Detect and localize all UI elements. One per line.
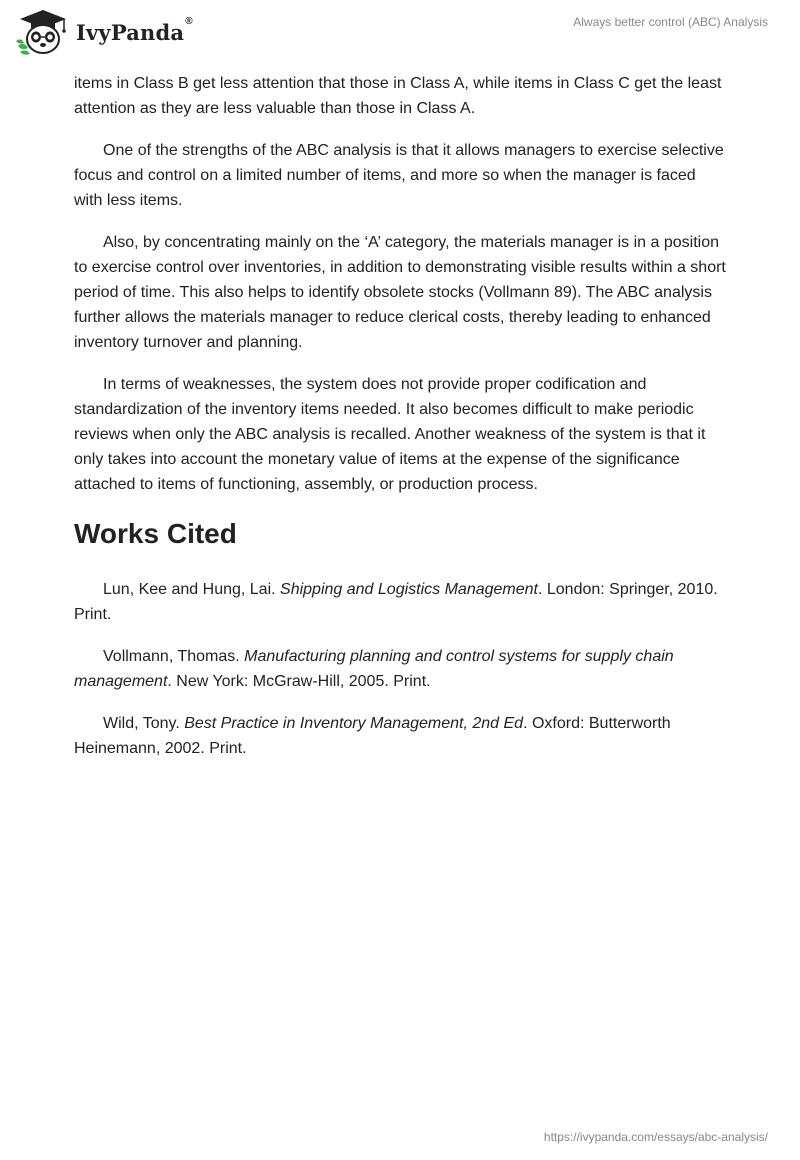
works-cited-heading: Works Cited — [74, 518, 237, 549]
citation-1 — [74, 577, 726, 627]
paragraph-3: Also, by concentrating mainly on the ‘A’ category, the materials manager is in a position to exercise control over inventories, in addition to demonstrating visible results within a short period of time. This also helps to identify obsolete stocks (Vollmann 89). The ABC analysis further allows the materials manager to reduce clerical costs, thereby leading to enhanced inventory turnover and planning. — [74, 234, 726, 351]
paragraph-2: One of the strengths of the ABC analysis is that it allows managers to exercise selective focus and control on a limited number of items, and more so when the manager is faced with less items. — [74, 142, 724, 209]
citation-title: Manufacturing planning and control systems for supply chain management — [74, 648, 674, 690]
citation-title: Shipping and Logistics Management — [280, 581, 538, 598]
paragraph-1: items in Class B get less attention that those in Class A, while items in Class C get the least attention as they are less valuable than those in Class A. — [74, 75, 722, 117]
citation-3 — [74, 711, 726, 761]
paragraph-4: In terms of weaknesses, the system does not provide proper codification and standardization of the inventory items needed. It also becomes difficult to make periodic reviews when only the ABC analysis is recalled. Another weakness of the system is that it only takes into account the monetary value of items at the expense of the significance attached to items of functioning, assembly, or production process. — [74, 376, 706, 493]
citation-authors: Lun, Kee and Hung, Lai. — [103, 581, 281, 598]
essay-body — [74, 71, 726, 778]
citation-publication: . Oxford: Butterworth Heinemann, 2002. Print. — [74, 715, 671, 757]
registered-mark: ® — [185, 15, 193, 27]
citation-2 — [74, 644, 726, 694]
panda-graduate-icon — [14, 8, 72, 56]
citation-publication: . New York: McGraw-Hill, 2005. Print. — [167, 673, 431, 690]
citation-authors: Wild, Tony. — [103, 715, 185, 732]
page-header — [0, 0, 800, 64]
ivypanda-logo-link[interactable] — [14, 8, 193, 56]
citation-title: Best Practice in Inventory Management, 2nd Ed — [184, 715, 524, 732]
source-url-link[interactable]: https://ivypanda.com/essays/abc-analysis/ — [543, 1130, 768, 1144]
brand-name: IvyPanda® — [76, 15, 193, 45]
citation-publication: . London: Springer, 2010. Print. — [74, 581, 718, 623]
document-title: Always better control (ABC) Analysis — [573, 15, 768, 29]
citation-authors: Vollmann, Thomas. — [103, 648, 245, 665]
